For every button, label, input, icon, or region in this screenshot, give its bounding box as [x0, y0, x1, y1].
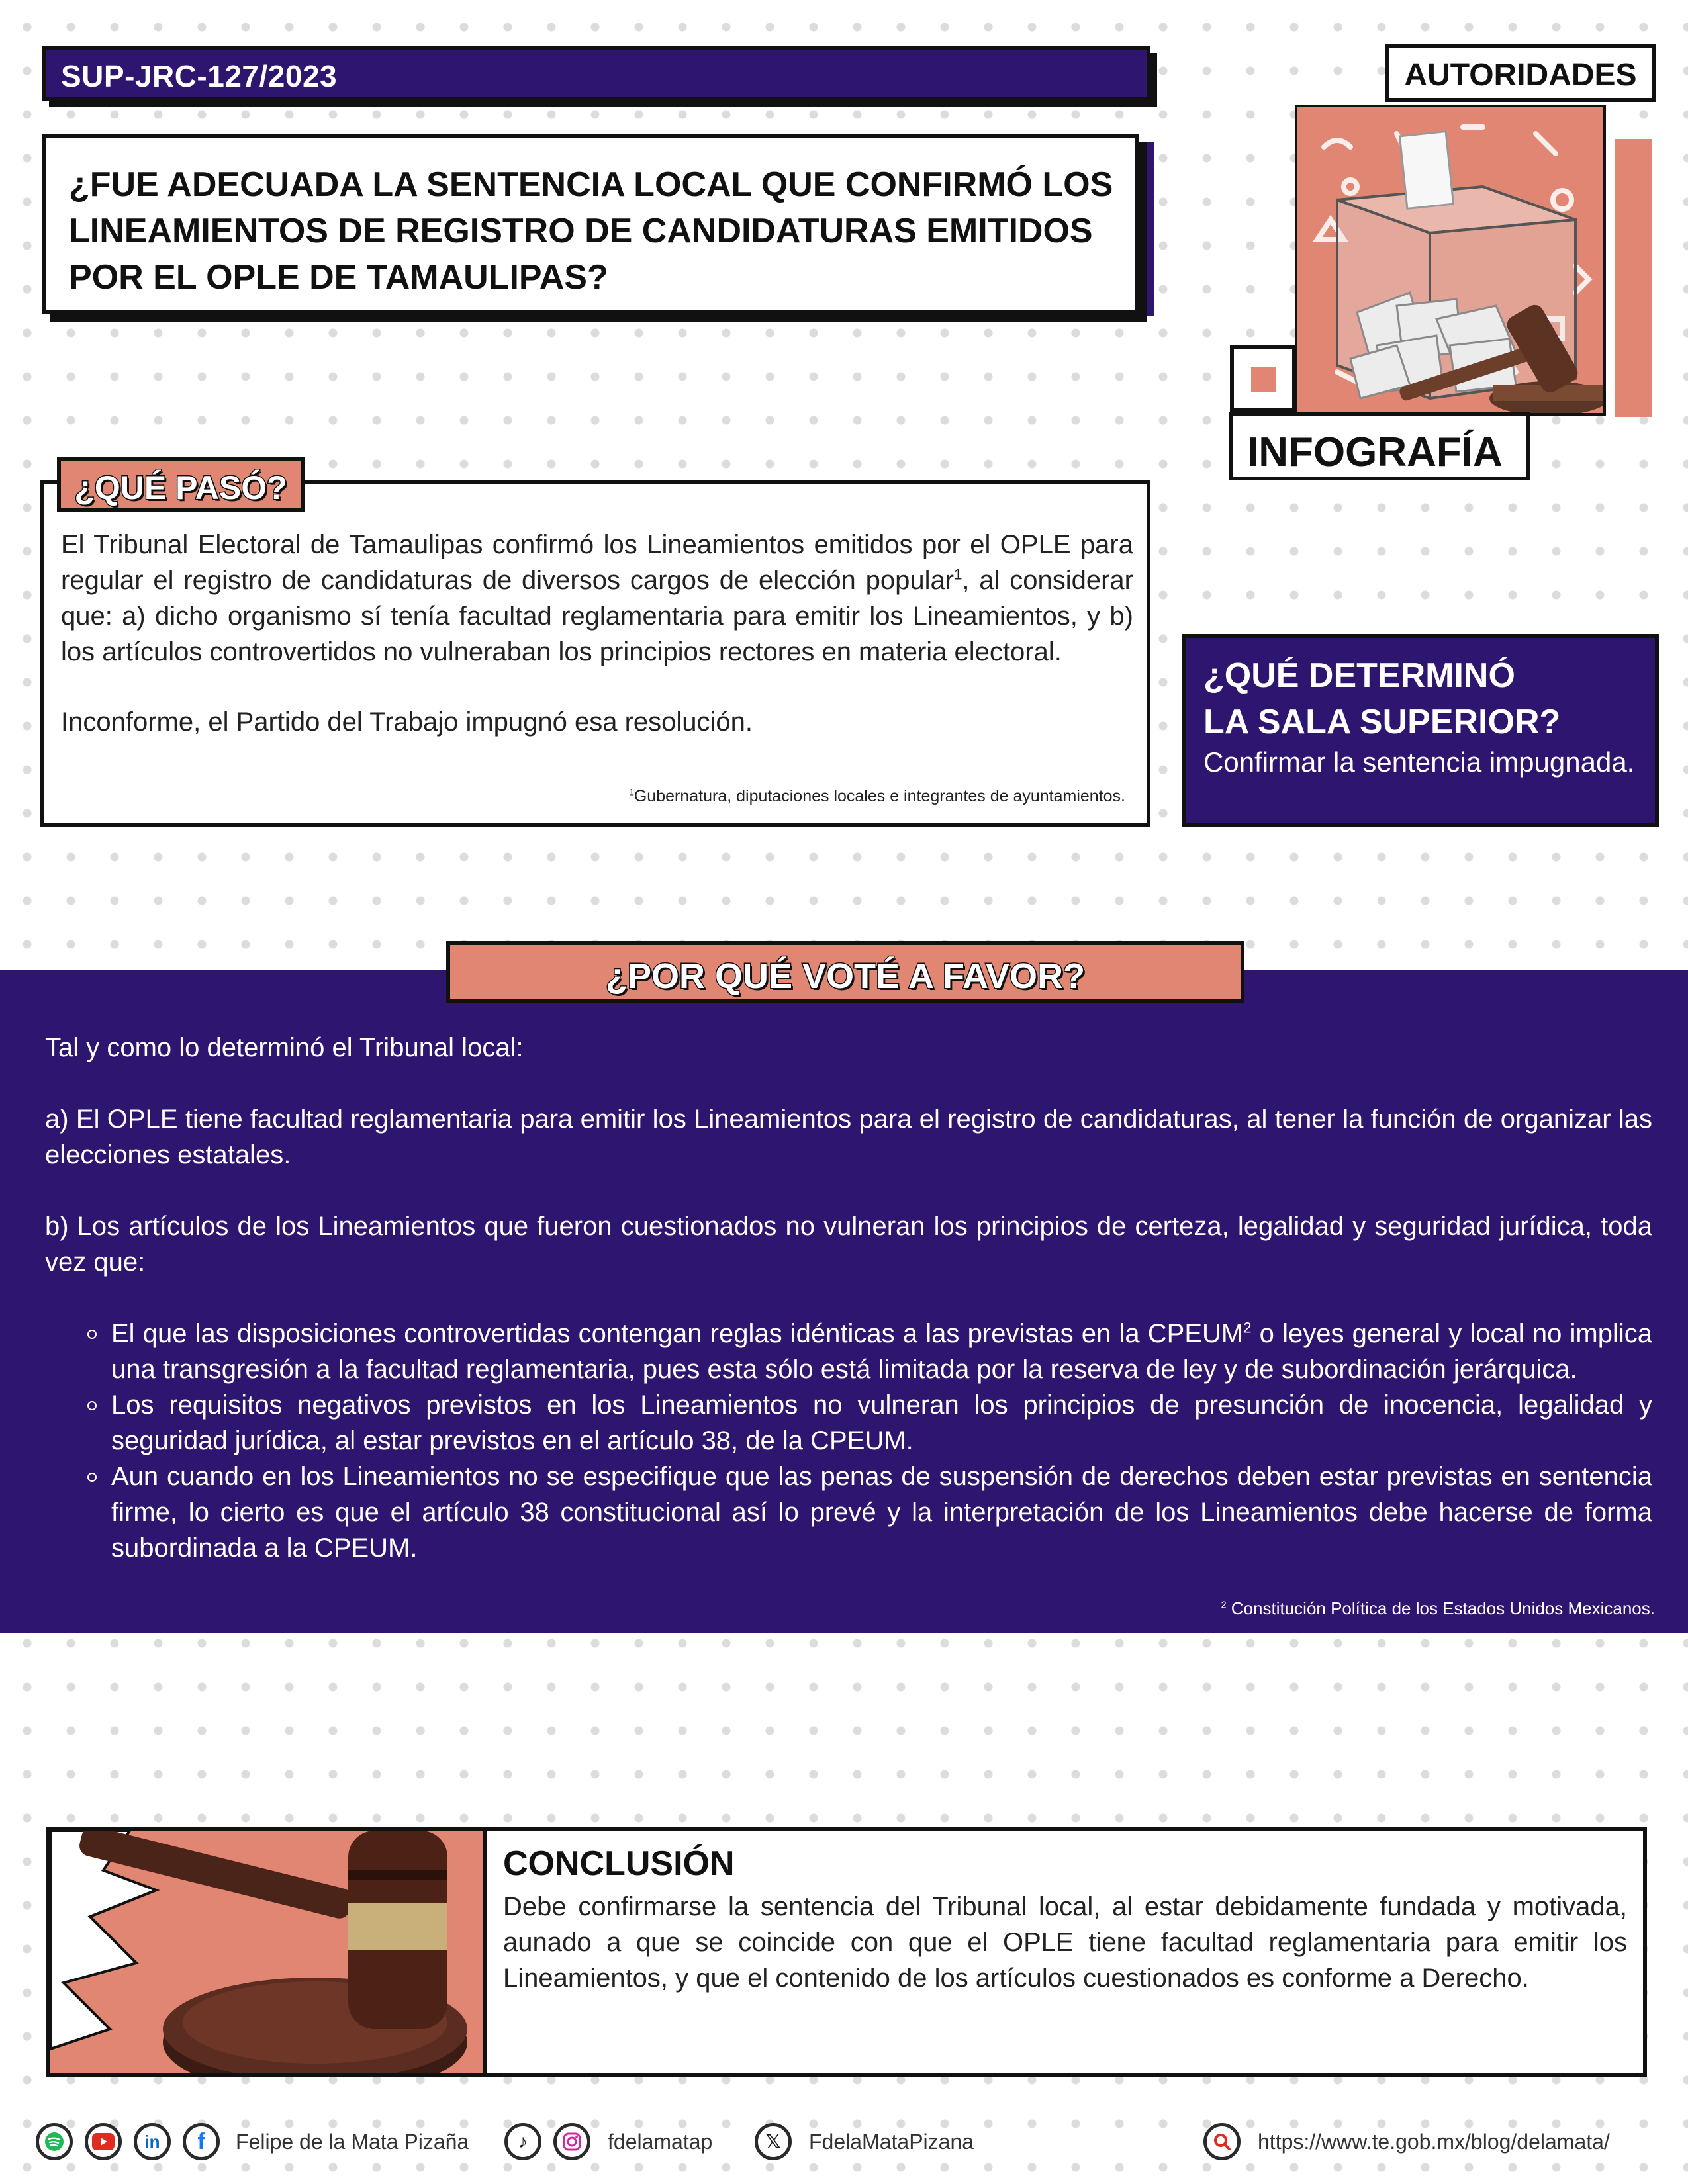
infographic-tag-label: INFOGRAFÍA	[1247, 430, 1503, 475]
what-decided-box	[1182, 634, 1659, 827]
list-item: Aun cuando en los Lineamientos no se especifique que las penas de suspensión de derechos deben estar previstas en sentencia firme, lo cierto es que el artículo 38 constitucional así lo prevé y la interpretación de los Lineamientos debe hacerse de forma subordinada a la CPEUM.	[45, 1459, 1652, 1566]
footer-name: Felipe de la Mata Pizaña	[236, 2130, 469, 2154]
linkedin-icon[interactable]: in	[134, 2123, 171, 2160]
footer-url[interactable]: https://www.te.gob.mx/blog/delamata/	[1258, 2130, 1610, 2154]
why-voted-heading: ¿POR QUÉ VOTÉ A FAVOR?	[605, 956, 1086, 996]
what-happened-box	[40, 480, 1150, 827]
why-voted-label	[446, 941, 1244, 1003]
what-decided-heading	[1203, 653, 1647, 745]
list-item: Los requisitos negativos previstos en los Lineamientos no vulneran los principios de presunción de inocencia, legalidad y seguridad jurídica, al estar previstos en el artículo 38, de la CPEUM.	[45, 1387, 1652, 1459]
conclusion-text: Debe confirmarse la sentencia del Tribunal local, al estar debidamente fundada y motivada, aunado a que se coincide con que el OPLE tiene facultad reglamentaria para emitir los Lineamientos, y que el contenido de los artículos cuestionados es conforme a Derecho.	[503, 1892, 1627, 1993]
footnote-text: Gubernatura, diputaciones locales e integrantes de ayuntamientos.	[633, 787, 1125, 805]
footnote-text: Constitución Política de los Estados Unidos Mexicanos.	[1231, 1598, 1655, 1618]
what-decided-text: Confirmar la sentencia impugnada.	[1203, 747, 1635, 778]
what-happened-paragraph-2: Inconforme, el Partido del Trabajo impugnó esa resolución.	[61, 707, 753, 737]
instagram-icon[interactable]	[553, 2123, 590, 2160]
why-voted-bullet-list	[45, 1316, 1652, 1566]
what-happened-heading: ¿QUÉ PASÓ?	[74, 469, 287, 506]
decorative-square	[1230, 345, 1296, 412]
list-item	[45, 1316, 1652, 1387]
category-tag-label: AUTORIDADES	[1404, 58, 1637, 93]
paragraph-text: , al considerar que: a) dicho organismo sí tenía facultad reglamentaria para emitir los Lineamientos, y b) los artículos controvertidos no vulneraban los principios rectores en materia electoral.	[61, 566, 1133, 666]
footer-x-handle: FdelaMataPizana	[809, 2130, 974, 2154]
case-number: SUP-JRC-127/2023	[61, 59, 338, 93]
main-question: ¿FUE ADECUADA LA SENTENCIA LOCAL QUE CONFIRMÓ LOS LINEAMIENTOS DE REGISTRO DE CANDIDATURAS EMITIDOS POR EL OPLE DE TAMAULIPAS?	[69, 165, 1113, 296]
youtube-icon[interactable]	[85, 2123, 122, 2160]
why-voted-section	[0, 970, 1688, 1633]
what-happened-text	[61, 527, 1133, 740]
why-voted-point-a: a) El OPLE tiene facultad reglamentaria para emitir los Lineamientos para el registro de candidaturas, al tener la función de organizar las elecciones estatales.	[45, 1105, 1652, 1169]
conclusion-box	[46, 1827, 1647, 2077]
paragraph-text: El Tribunal Electoral de Tamaulipas confirmó los Lineamientos emitidos por el OPLE para regular el registro de candidaturas de diversos cargos de elección popular	[61, 530, 1133, 595]
why-voted-text	[45, 1030, 1652, 1566]
question-box	[42, 134, 1139, 314]
gavel-illustration	[50, 1831, 487, 2073]
decorative-bar	[1615, 139, 1652, 417]
category-tag	[1385, 44, 1656, 102]
footnote-1	[629, 787, 1125, 806]
bullet-text: El que las disposiciones controvertidas contengan reglas idénticas a las previstas en la CPEUM	[111, 1319, 1244, 1348]
x-icon[interactable]: 𝕏	[755, 2123, 792, 2160]
decorative-square-fill	[1251, 367, 1276, 392]
footnote-number: 2	[1221, 1600, 1227, 1611]
what-happened-paragraph-1	[61, 527, 1133, 670]
what-happened-label	[57, 457, 305, 512]
why-voted-intro: Tal y como lo determinó el Tribunal local:	[45, 1033, 524, 1062]
search-icon[interactable]	[1203, 2123, 1241, 2160]
case-number-bar	[42, 46, 1150, 101]
footnote-2	[1221, 1598, 1655, 1619]
tiktok-icon[interactable]: ♪	[504, 2123, 541, 2160]
heading-line: ¿QUÉ DETERMINÓ	[1203, 657, 1515, 695]
footnote-ref: 1	[954, 566, 962, 583]
bullet-text: o leyes general y local no implica una transgresión a la facultad reglamentaria, pues esta sólo está limitada por la reserva de ley y de subordinación jerárquica.	[111, 1319, 1652, 1384]
why-voted-point-b: b) Los artículos de los Lineamientos que fueron cuestionados no vulneran los principios de certeza, legalidad y seguridad jurídica, toda vez que:	[45, 1212, 1652, 1277]
facebook-icon[interactable]: f	[183, 2123, 220, 2160]
footnote-ref: 2	[1243, 1319, 1252, 1336]
heading-line: LA SALA SUPERIOR?	[1203, 703, 1561, 741]
footer	[0, 2114, 1688, 2167]
ballot-box-gavel-illustration	[1295, 105, 1606, 416]
footer-handle: fdelamatap	[608, 2130, 713, 2154]
infographic-tag	[1229, 412, 1530, 480]
footnote-number: 1	[629, 787, 634, 797]
spotify-icon[interactable]	[36, 2123, 73, 2160]
conclusion-heading: CONCLUSIÓN	[503, 1844, 735, 1883]
